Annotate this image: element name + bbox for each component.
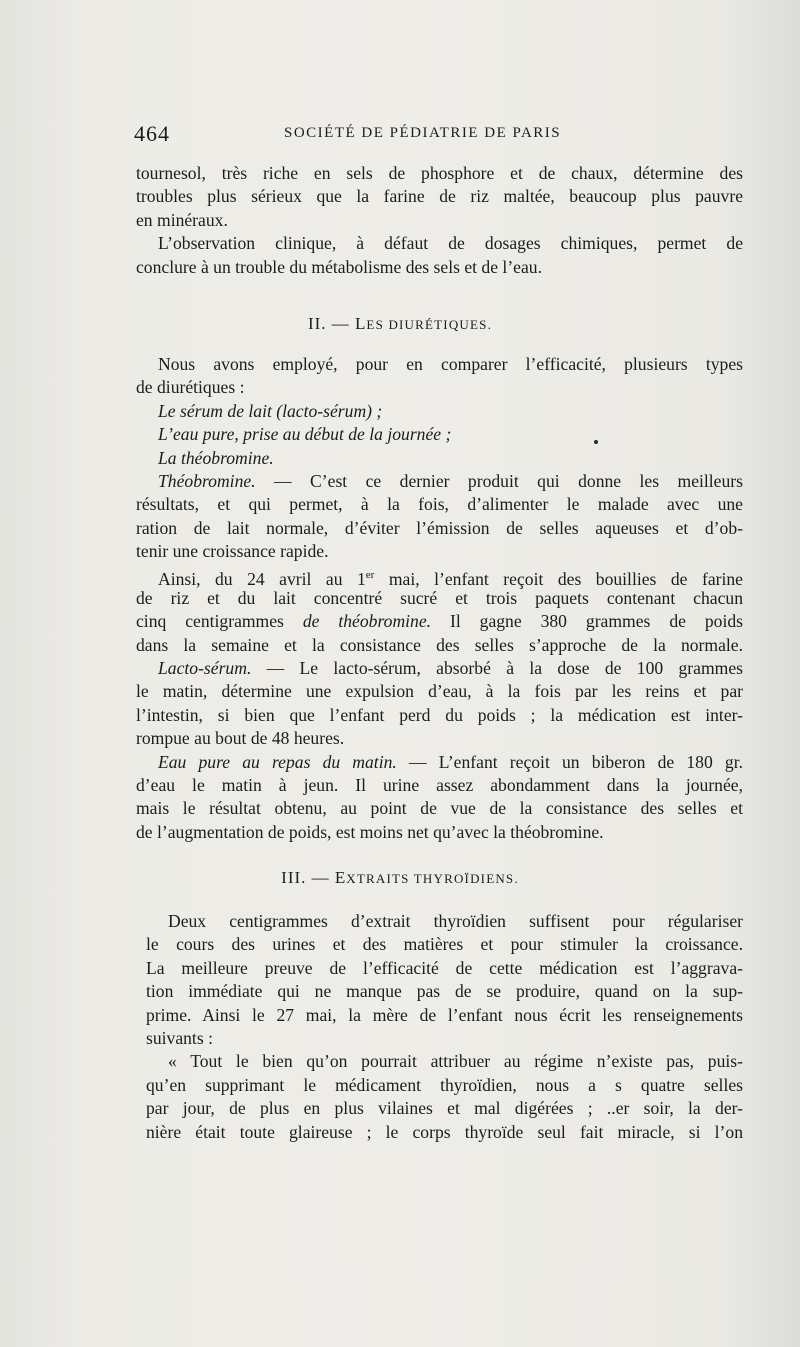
text-line: nière était toute glaireuse ; le corps thyroïde seul fait miracle, si l’on	[146, 1121, 743, 1142]
paragraph-tournesol	[136, 162, 743, 279]
paragraph-extraits	[146, 910, 743, 1144]
text-line: tenir une croissance rapide.	[136, 541, 329, 562]
text-line: en minéraux.	[136, 209, 228, 230]
section-number: III. —	[281, 868, 330, 887]
page-number: 464	[134, 121, 170, 146]
text-line: de l’augmentation de poids, est moins net qu’avec la théobromine.	[136, 821, 604, 842]
running-title: SOCIÉTÉ DE PÉDIATRIE DE PARIS	[284, 125, 562, 141]
text-line: cinq centigrammes de théobromine. Il gagne 380 grammes de poids	[136, 611, 743, 632]
text-line: le matin, détermine une expulsion d’eau, à la fois par les reins et par	[136, 681, 743, 702]
section-heading-extraits	[0, 868, 800, 888]
text-line: mais le résultat obtenu, au point de vue de la consistance des selles et	[136, 798, 743, 819]
page-header	[134, 121, 734, 145]
text-line: résultats, et qui permet, à la fois, d’alimenter le malade avec une	[136, 494, 743, 515]
text-line: de diurétiques :	[136, 377, 245, 398]
text-line: Eau pure au repas du matin. — L’enfant reçoit un biberon de 180 gr.	[158, 751, 743, 772]
text-line: le cours des urines et des matières et pour stimuler la croissance.	[146, 934, 743, 955]
run-in-label: Lacto-sérum.	[158, 658, 252, 679]
text-line: La meilleure preuve de l’efficacité de cette médication est l’aggrava-	[146, 957, 743, 978]
section-number: II. —	[307, 314, 350, 333]
section-title-initial: E	[334, 868, 347, 887]
text-line: conclure à un trouble du métabolisme des sels et de l’eau.	[136, 256, 542, 277]
print-speck	[594, 440, 598, 444]
text-line: Nous avons employé, pour en comparer l’efficacité, plusieurs types	[158, 354, 743, 374]
text-line: troubles plus sérieux que la farine de riz maltée, beaucoup plus pauvre	[136, 186, 743, 207]
section-title-initial: L	[355, 314, 367, 333]
text-line: Théobromine. — C’est ce dernier produit qui donne les meilleurs	[158, 470, 743, 491]
text-line: d’eau le matin à jeun. Il urine assez abondamment dans la journée,	[136, 775, 743, 796]
text-line: tion immédiate qui ne manque pas de se produire, quand on la sup-	[146, 981, 743, 1002]
run-in-label: Théobromine.	[158, 470, 256, 491]
section-heading-diuretiques	[0, 314, 800, 334]
text-line: Ainsi, du 24 avril au 1er mai, l’enfant reçoit des bouillies de farine	[158, 568, 743, 589]
text-line: ration de lait normale, d’éviter l’émission de selles aqueuses et d’ob-	[136, 517, 743, 538]
list-item: Le sérum de lait (lacto-sérum) ;	[158, 400, 383, 421]
section-title-rest: ES DIURÉTIQUES.	[366, 317, 493, 332]
text-line: par jour, de plus en plus vilaines et mal digérées ; ..er soir, la der-	[146, 1098, 743, 1119]
text-line: Deux centigrammes d’extrait thyroïdien suffisent pour régulariser	[168, 911, 743, 931]
paragraph-diuretiques	[136, 353, 743, 844]
text-line: dans la semaine et la consistance des selles s’approche de la normale.	[136, 634, 743, 655]
text-line: rompue au bout de 48 heures.	[136, 728, 345, 749]
section-title-rest: XTRAITS THYROÏDIENS.	[346, 871, 519, 886]
run-in-label: Eau pure au repas du matin.	[158, 751, 397, 772]
list-item: La théobromine.	[158, 447, 274, 468]
text-line: « Tout le bien qu’on pourrait attribuer au régime n’existe pas, puis-	[168, 1051, 743, 1072]
text-line: qu’en supprimant le médicament thyroïdien, nous a s quatre selles	[146, 1074, 743, 1095]
text-line: L’observation clinique, à défaut de dosages chimiques, permet de	[158, 233, 743, 254]
text-line: de riz et du lait concentré sucré et trois paquets contenant chacun	[136, 587, 743, 608]
text-line: l’intestin, si bien que l’enfant perd du poids ; la médication est inter-	[136, 704, 743, 725]
text-line: suivants :	[146, 1027, 213, 1048]
text-line: tournesol, très riche en sels de phosphore et de chaux, détermine des	[136, 163, 743, 183]
text-line: Lacto-sérum. — Le lacto-sérum, absorbé à la dose de 100 grammes	[158, 658, 743, 679]
list-item: L’eau pure, prise au début de la journée ;	[158, 424, 452, 445]
text-line: prime. Ainsi le 27 mai, la mère de l’enfant nous écrit les renseignements	[146, 1004, 743, 1025]
